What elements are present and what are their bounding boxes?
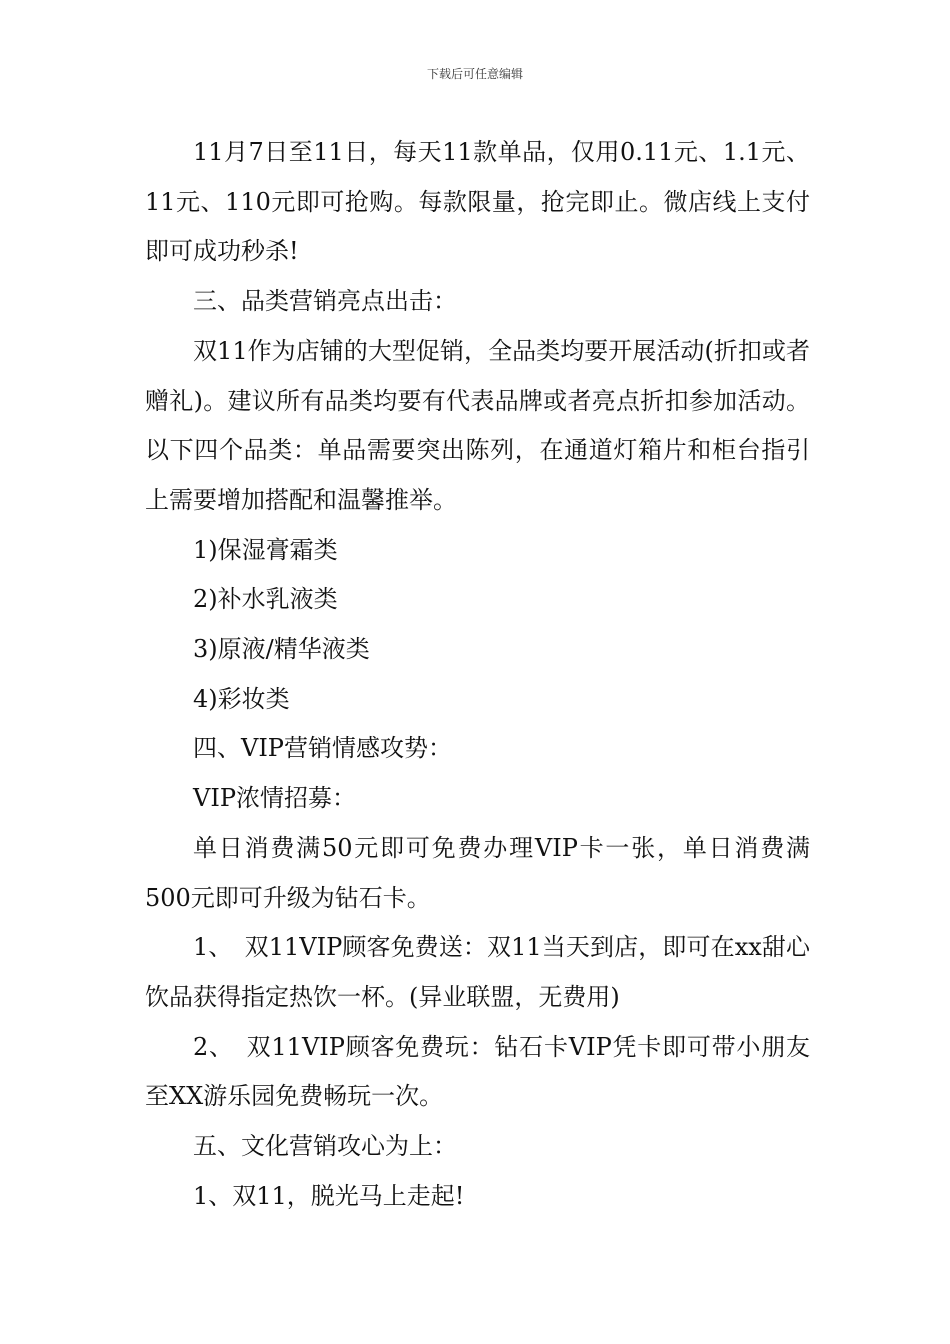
paragraph-flash-sale: 11月7日至11日，每天11款单品，仅用0.11元、1.1元、11元、110元即可抢购。每款限量，抢完即止。微店线上支付即可成功秒杀! [145, 138, 810, 266]
page-header: 下载后可任意编辑 [426, 67, 523, 81]
paragraph-vip-free-drink: 1、 双11VIP顾客免费送：双11当天到店，即可在xx甜心饮品获得指定热饮一杯。(异业联盟，无费用) [145, 933, 810, 1011]
paragraph-vip-free-play: 2、 双11VIP顾客免费玩：钻石卡VIP凭卡即可带小朋友至XX游乐园免费畅玩一次。 [145, 1032, 810, 1111]
list-item-essence: 3)原液/精华液类 [193, 635, 370, 664]
paragraph-category-promotion: 双11作为店铺的大型促销，全品类均要开展活动(折扣或者赠礼)。建议所有品类均要有代表品牌或者亮点折扣参加活动。以下四个品类：单品需要突出陈列，在通道灯箱片和柜台指引上需要增加搭配和温馨推举。 [145, 336, 810, 514]
paragraph-double-eleven-slogan: 1、双11，脱光马上走起! [193, 1181, 465, 1210]
section-heading-category-marketing: 三、品类营销亮点出击： [193, 287, 457, 316]
section-heading-vip-marketing: 四、VIP营销情感攻势： [193, 734, 452, 763]
document-body [145, 128, 810, 1221]
list-item-hydrating-lotion: 2)补水乳液类 [193, 585, 338, 614]
section-heading-culture-marketing: 五、文化营销攻心为上： [193, 1132, 457, 1161]
list-item-moisturizing-cream: 1)保湿膏霜类 [193, 535, 338, 564]
paragraph-vip-card: 单日消费满50元即可免费办理VIP卡一张，单日消费满500元即可升级为钻石卡。 [145, 833, 810, 912]
subheading-vip-recruitment: VIP浓情招募： [193, 784, 356, 813]
list-item-makeup: 4)彩妆类 [193, 684, 290, 713]
